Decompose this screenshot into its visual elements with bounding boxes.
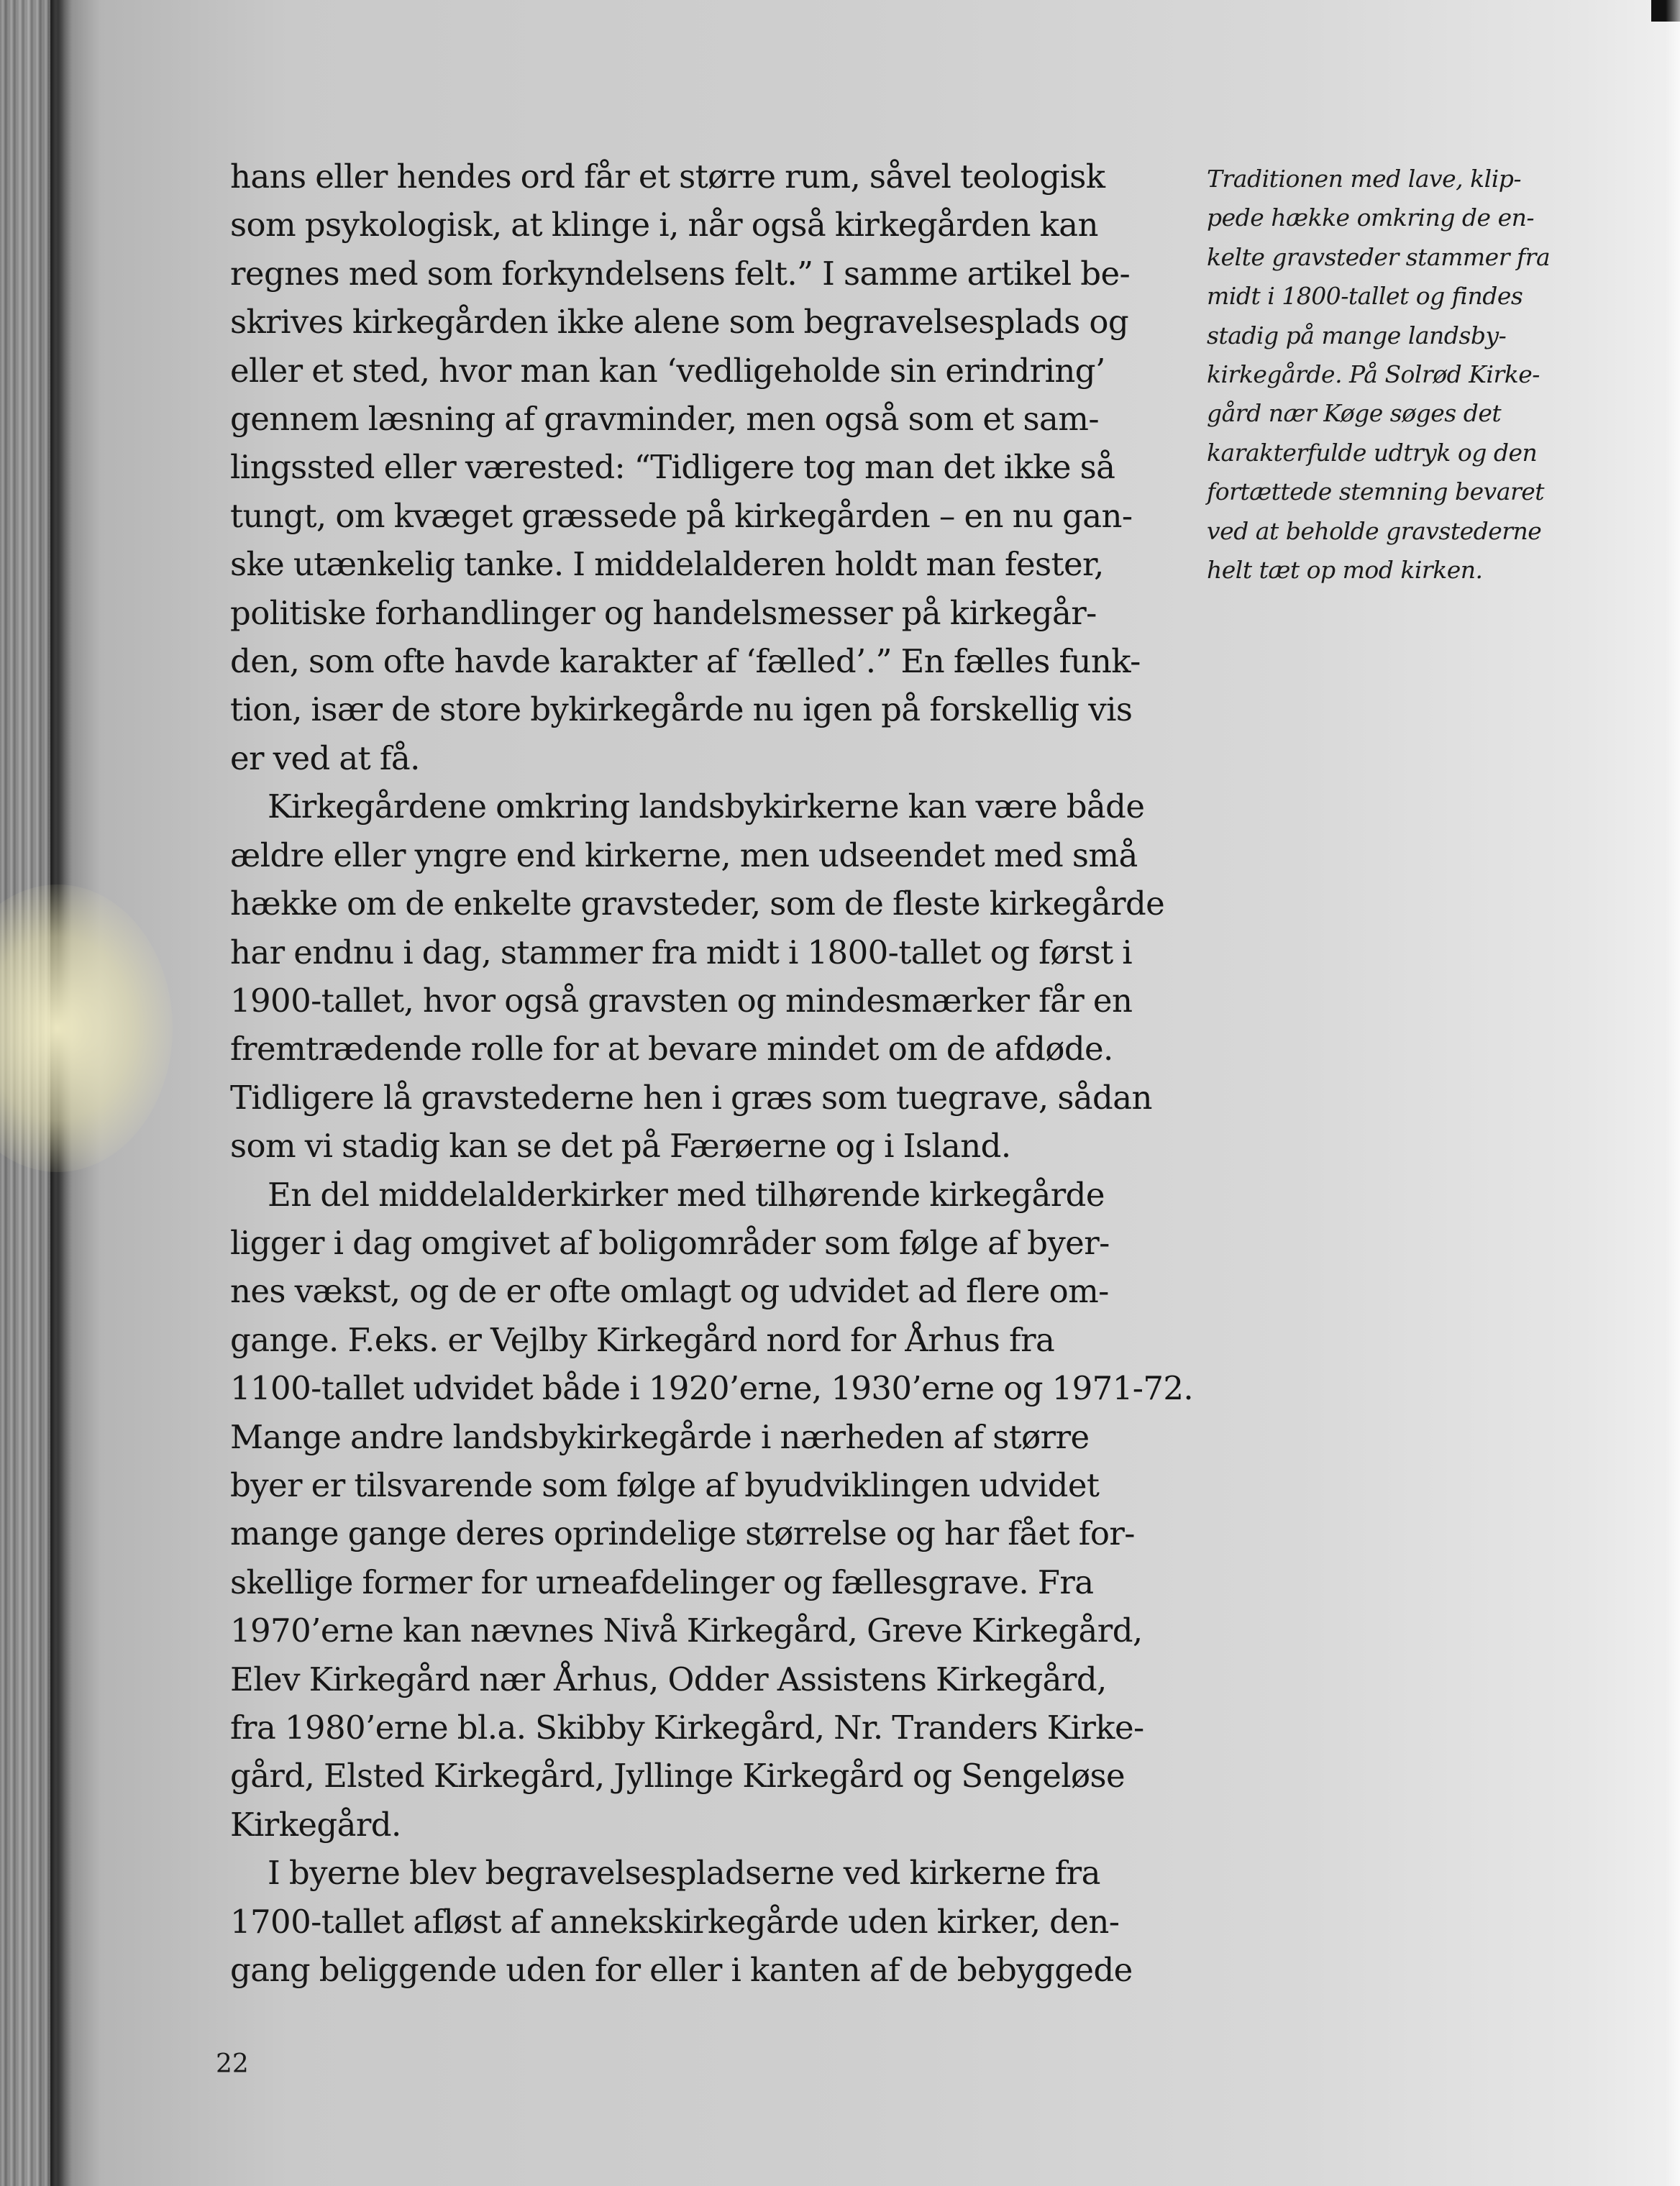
body-text-line: nes vækst, og de er ofte omlagt og udvidet ad flere om-: [230, 1272, 1109, 1311]
body-text-line: Kirkegårdene omkring landsbykirkerne kan være både: [268, 787, 1145, 826]
body-text-line: Kirkegård.: [230, 1805, 401, 1844]
sidenote-line: kirkegårde. På Solrød Kirke-: [1207, 360, 1540, 389]
body-text-line: Mange andre landsbykirkegårde i nærheden af større: [230, 1417, 1090, 1456]
body-text-line: skrives kirkegården ikke alene som begravelsesplads og: [230, 303, 1129, 342]
body-text-line: 1970’erne kan nævnes Nivå Kirkegård, Greve Kirkegård,: [230, 1611, 1143, 1650]
body-text-line: som vi stadig kan se det på Færøerne og i Island.: [230, 1127, 1011, 1166]
sidenote-line: helt tæt op mod kirken.: [1207, 556, 1483, 585]
body-text-line: 1900-tallet, hvor også gravsten og mindesmærker får en: [230, 981, 1133, 1020]
body-text-line: lingssted eller værested: “Tidligere tog man det ikke så: [230, 448, 1115, 487]
body-text-line: er ved at få.: [230, 738, 420, 777]
body-text-line: ældre eller yngre end kirkerne, men udseendet med små: [230, 836, 1138, 874]
body-text-line: Tidligere lå gravstederne hen i græs som tuegrave, sådan: [230, 1078, 1152, 1117]
body-text-line: 1100-tallet udvidet både i 1920’erne, 1930’erne og 1971-72.: [230, 1369, 1194, 1408]
body-text-line: tungt, om kvæget græssede på kirkegården – en nu gan-: [230, 496, 1133, 535]
body-text-column: [230, 152, 1194, 1994]
image-caption-sidenote: [1207, 160, 1581, 590]
page-number: 22: [216, 2049, 249, 2079]
body-text-line: som psykologisk, at klinge i, når også kirkegården kan: [230, 206, 1098, 244]
light-glare: [0, 884, 173, 1172]
body-text-line: fra 1980’erne bl.a. Skibby Kirkegård, Nr. Tranders Kirke-: [230, 1709, 1144, 1747]
body-text-line: gange. F.eks. er Vejlby Kirkegård nord for Århus fra: [230, 1320, 1055, 1359]
body-text-line: den, som ofte havde karakter af ‘fælled’.” En fælles funk-: [230, 642, 1141, 681]
body-text-line: En del middelalderkirker med tilhørende kirkegårde: [268, 1175, 1105, 1214]
body-text-line: I byerne blev begravelsespladserne ved kirkerne fra: [268, 1854, 1100, 1893]
page-right-edge: [1666, 0, 1680, 2186]
body-text-line: ligger i dag omgivet af boligområder som følge af byer-: [230, 1223, 1110, 1262]
body-text-line: hans eller hendes ord får et større rum, såvel teologisk: [230, 157, 1105, 196]
sidenote-line: gård nær Køge søges det: [1207, 399, 1502, 428]
body-text-line: 1700-tallet afløst af annekskirkegårde uden kirker, den-: [230, 1902, 1120, 1941]
body-text-line: fremtrædende rolle for at bevare mindet om de afdøde.: [230, 1030, 1113, 1069]
body-text-line: ske utænkelig tanke. I middelalderen holdt man fester,: [230, 545, 1104, 584]
sidenote-line: pede hække omkring de en-: [1207, 203, 1535, 232]
sidenote-line: kelte gravsteder stammer fra: [1207, 242, 1551, 271]
sidenote-line: fortættede stemning bevaret: [1207, 477, 1545, 506]
body-text-line: Elev Kirkegård nær Århus, Odder Assistens Kirkegård,: [230, 1660, 1107, 1698]
body-text-line: gennem læsning af gravminder, men også som et sam-: [230, 400, 1099, 439]
body-text-line: politiske forhandlinger og handelsmesser på kirkegår-: [230, 593, 1097, 632]
body-text-line: regnes med som forkyndelsens felt.” I samme artikel be-: [230, 254, 1131, 293]
body-text-line: byer er tilsvarende som følge af byudviklingen udvidet: [230, 1465, 1100, 1504]
body-text-line: eller et sted, hvor man kan ‘vedligeholde sin erindring’: [230, 351, 1105, 390]
body-text-line: mange gange deres oprindelige størrelse og har fået for-: [230, 1514, 1135, 1553]
body-text-line: tion, især de store bykirkegårde nu igen på forskellig vis: [230, 690, 1133, 729]
sidenote-line: midt i 1800-tallet og findes: [1207, 282, 1523, 311]
body-text-line: gang beliggende uden for eller i kanten af de bebyggede: [230, 1951, 1133, 1990]
sidenote-line: ved at beholde gravstederne: [1207, 516, 1542, 545]
sidenote-line: stadig på mange landsby-: [1207, 321, 1507, 349]
body-text-line: har endnu i dag, stammer fra midt i 1800-tallet og først i: [230, 933, 1133, 971]
sidenote-line: Traditionen med lave, klip-: [1207, 165, 1522, 193]
body-text-line: skellige former for urneafdelinger og fællesgrave. Fra: [230, 1563, 1094, 1601]
sidenote-line: karakterfulde udtryk og den: [1207, 438, 1538, 467]
body-text-line: gård, Elsted Kirkegård, Jyllinge Kirkegård og Sengeløse: [230, 1757, 1126, 1796]
body-text-line: hække om de enkelte gravsteder, som de fleste kirkegårde: [230, 884, 1165, 923]
